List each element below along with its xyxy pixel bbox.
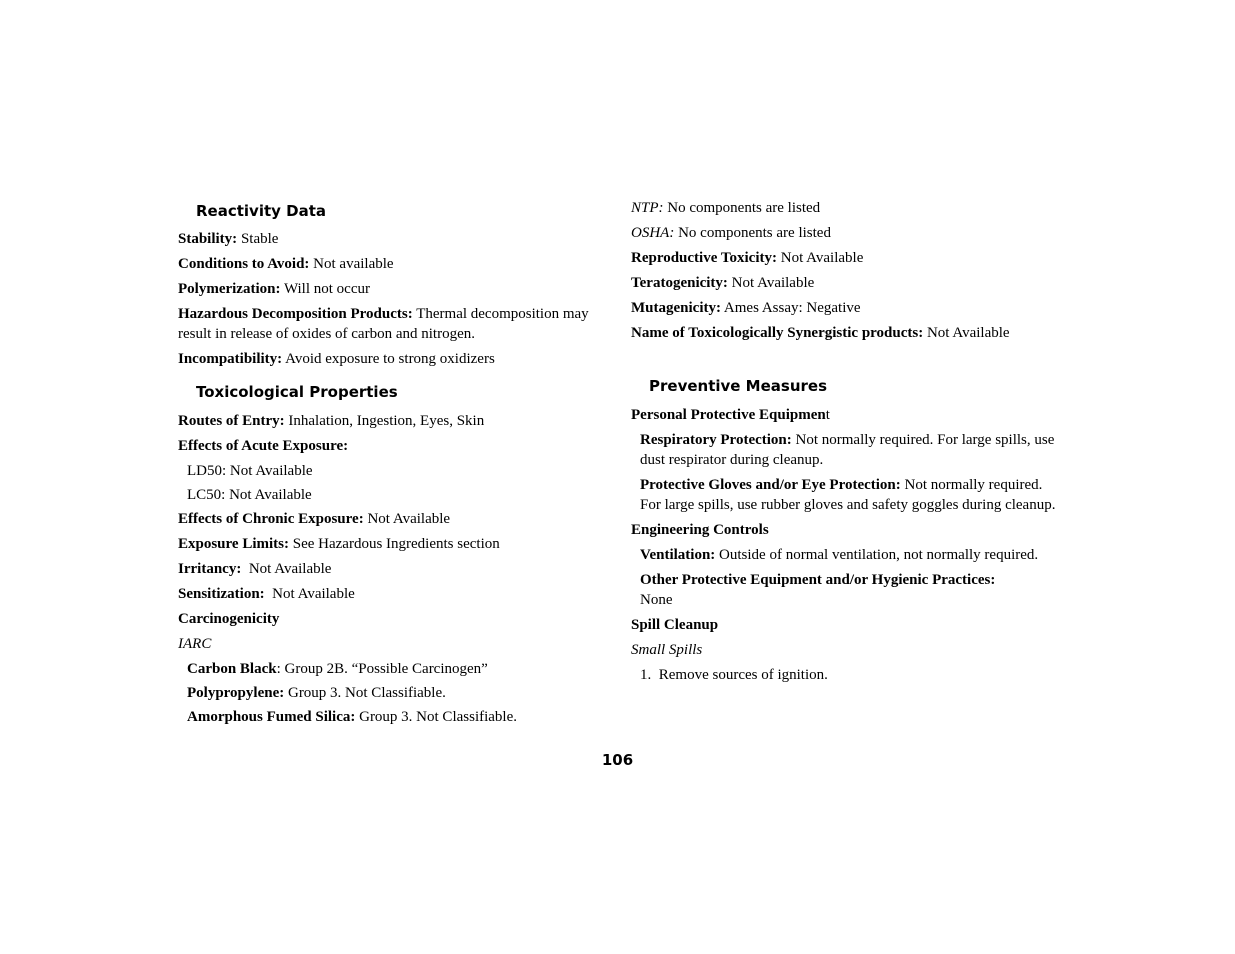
page-number: 106	[601, 751, 634, 769]
conditions-item: Conditions to Avoid: Not available	[178, 256, 394, 272]
toxicological-heading: Toxicological Properties	[196, 383, 398, 401]
spill-label: Spill Cleanup	[631, 617, 719, 633]
ntp-item: NTP: No components are listed	[631, 200, 821, 216]
osha-item: OSHA: No components are listed	[631, 225, 831, 241]
reproductive-item: Reproductive Toxicity: Not Available	[631, 250, 864, 266]
ppe-label: Personal Protective Equipment	[631, 407, 830, 423]
small-spills-label: Small Spills	[631, 642, 703, 658]
synergistic-item: Name of Toxicologically Synergistic products: Not Available	[631, 325, 1010, 341]
engineering-label: Engineering Controls	[631, 522, 769, 538]
gloves-item: Protective Gloves and/or Eye Protection: Not normally required. For large spills, use rubber gloves and safety goggles during cleanup.	[640, 477, 1056, 513]
decomposition-item: Hazardous Decomposition Products: Thermal decomposition may result in release of oxides of carbon and nitrogen.	[178, 306, 589, 342]
carbon-black-item: Carbon Black: Group 2B. “Possible Carcinogen”	[187, 661, 488, 677]
sensitization-item: Sensitization: Not Available	[178, 586, 355, 602]
step-1-item: 1. Remove sources of ignition.	[640, 667, 828, 683]
respiratory-item: Respiratory Protection: Not normally required. For large spills, use dust respirator during cleanup.	[640, 432, 1055, 468]
polypropylene-item: Polypropylene: Group 3. Not Classifiable.	[187, 685, 446, 701]
ventilation-item: Ventilation: Outside of normal ventilation, not normally required.	[640, 547, 1039, 563]
preventive-heading: Preventive Measures	[649, 377, 828, 395]
silica-item: Amorphous Fumed Silica: Group 3. Not Classifiable.	[187, 709, 518, 725]
mutagenicity-item: Mutagenicity: Ames Assay: Negative	[631, 300, 861, 316]
reactivity-heading: Reactivity Data	[196, 202, 327, 220]
teratogenicity-item: Teratogenicity: Not Available	[631, 275, 815, 291]
irritancy-item: Irritancy: Not Available	[178, 561, 332, 577]
polymerization-item: Polymerization: Will not occur	[178, 281, 370, 297]
ld50-item: LD50: Not Available	[187, 463, 313, 479]
stability-item: Stability: Stable	[178, 231, 279, 247]
chronic-item: Effects of Chronic Exposure: Not Available	[178, 511, 451, 527]
acute-label: Effects of Acute Exposure:	[178, 438, 349, 454]
limits-item: Exposure Limits: See Hazardous Ingredients section	[178, 536, 500, 552]
other-equipment-item: Other Protective Equipment and/or Hygienic Practices: None	[640, 572, 996, 608]
right-column	[631, 198, 1061, 690]
iarc-label: IARC	[178, 636, 212, 652]
routes-item: Routes of Entry: Inhalation, Ingestion, Eyes, Skin	[178, 413, 485, 429]
carcinogenicity-label: Carcinogenicity	[178, 611, 280, 627]
lc50-item: LC50: Not Available	[187, 487, 312, 503]
left-column	[178, 198, 608, 732]
incompatibility-item: Incompatibility: Avoid exposure to strong oxidizers	[178, 351, 495, 367]
